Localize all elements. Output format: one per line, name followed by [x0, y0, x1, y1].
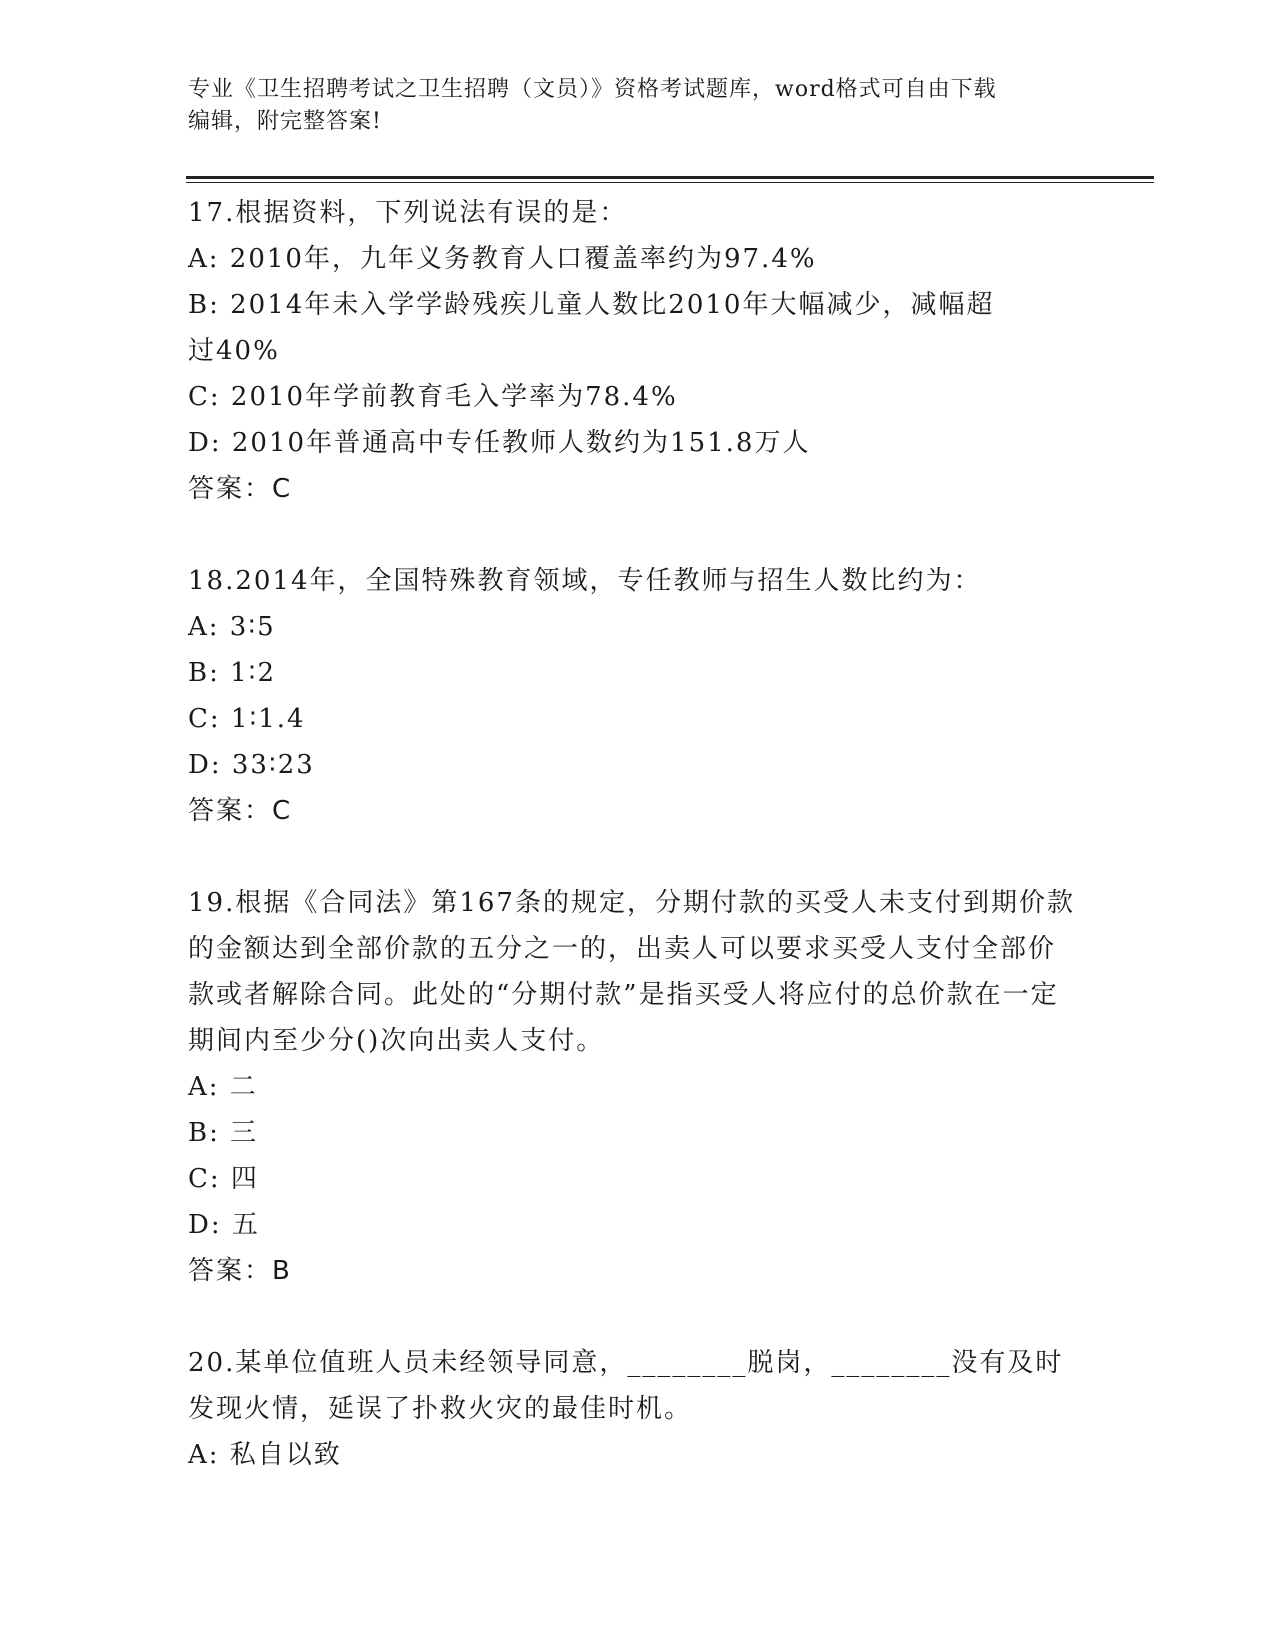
option-a: A: 3∶5 [188, 612, 276, 642]
option-b: B: 三 [188, 1118, 259, 1148]
question-17 [188, 190, 1088, 512]
page-header [188, 74, 1068, 138]
answer-label: 答案：C [188, 474, 293, 504]
header-divider-thick [186, 176, 1154, 179]
option-d: D: 2010年普通高中专任教师人数约为151.8万人 [188, 428, 811, 458]
header-line-2: 编辑，附完整答案! [188, 109, 382, 134]
header-divider-thin [186, 182, 1154, 183]
answer-label: 答案：B [188, 1256, 292, 1286]
question-list [188, 190, 1088, 1524]
question-stem: 20.某单位值班人员未经领导同意，________脱岗，________没有及时发现火情，延误了扑救火灾的最佳时机。 [188, 1348, 1064, 1424]
question-18 [188, 558, 1088, 834]
option-b: B: 1∶2 [188, 658, 276, 688]
option-a: A: 私自以致 [188, 1440, 342, 1470]
option-c: C: 2010年学前教育毛入学率为78.4% [188, 382, 678, 412]
option-a: A: 二 [188, 1072, 258, 1102]
question-stem: 19.根据《合同法》第167条的规定，分期付款的买受人未支付到期价款的金额达到全部价款的五分之一的，出卖人可以要求买受人支付全部价款或者解除合同。此处的“分期付款”是指买受人将应付的总价款在一定期间内至少分()次向出卖人支付。 [188, 888, 1075, 1056]
option-d: D: 五 [188, 1210, 260, 1240]
option-c: C: 四 [188, 1164, 259, 1194]
option-c: C: 1∶1.4 [188, 704, 306, 734]
option-b: B: 2014年未入学学龄残疾儿童人数比2010年大幅减少，减幅超过40% [188, 290, 995, 366]
question-stem: 17.根据资料，下列说法有误的是： [188, 198, 628, 228]
question-20 [188, 1340, 1088, 1478]
question-19 [188, 880, 1088, 1294]
option-d: D: 33∶23 [188, 750, 315, 780]
question-stem: 18.2014年，全国特殊教育领域，专任教师与招生人数比约为： [188, 566, 982, 596]
answer-label: 答案：C [188, 796, 293, 826]
header-line-1: 专业《卫生招聘考试之卫生招聘（文员）》资格考试题库，word格式可自由下载 [188, 77, 997, 102]
option-a: A: 2010年，九年义务教育人口覆盖率约为97.4% [188, 244, 817, 274]
